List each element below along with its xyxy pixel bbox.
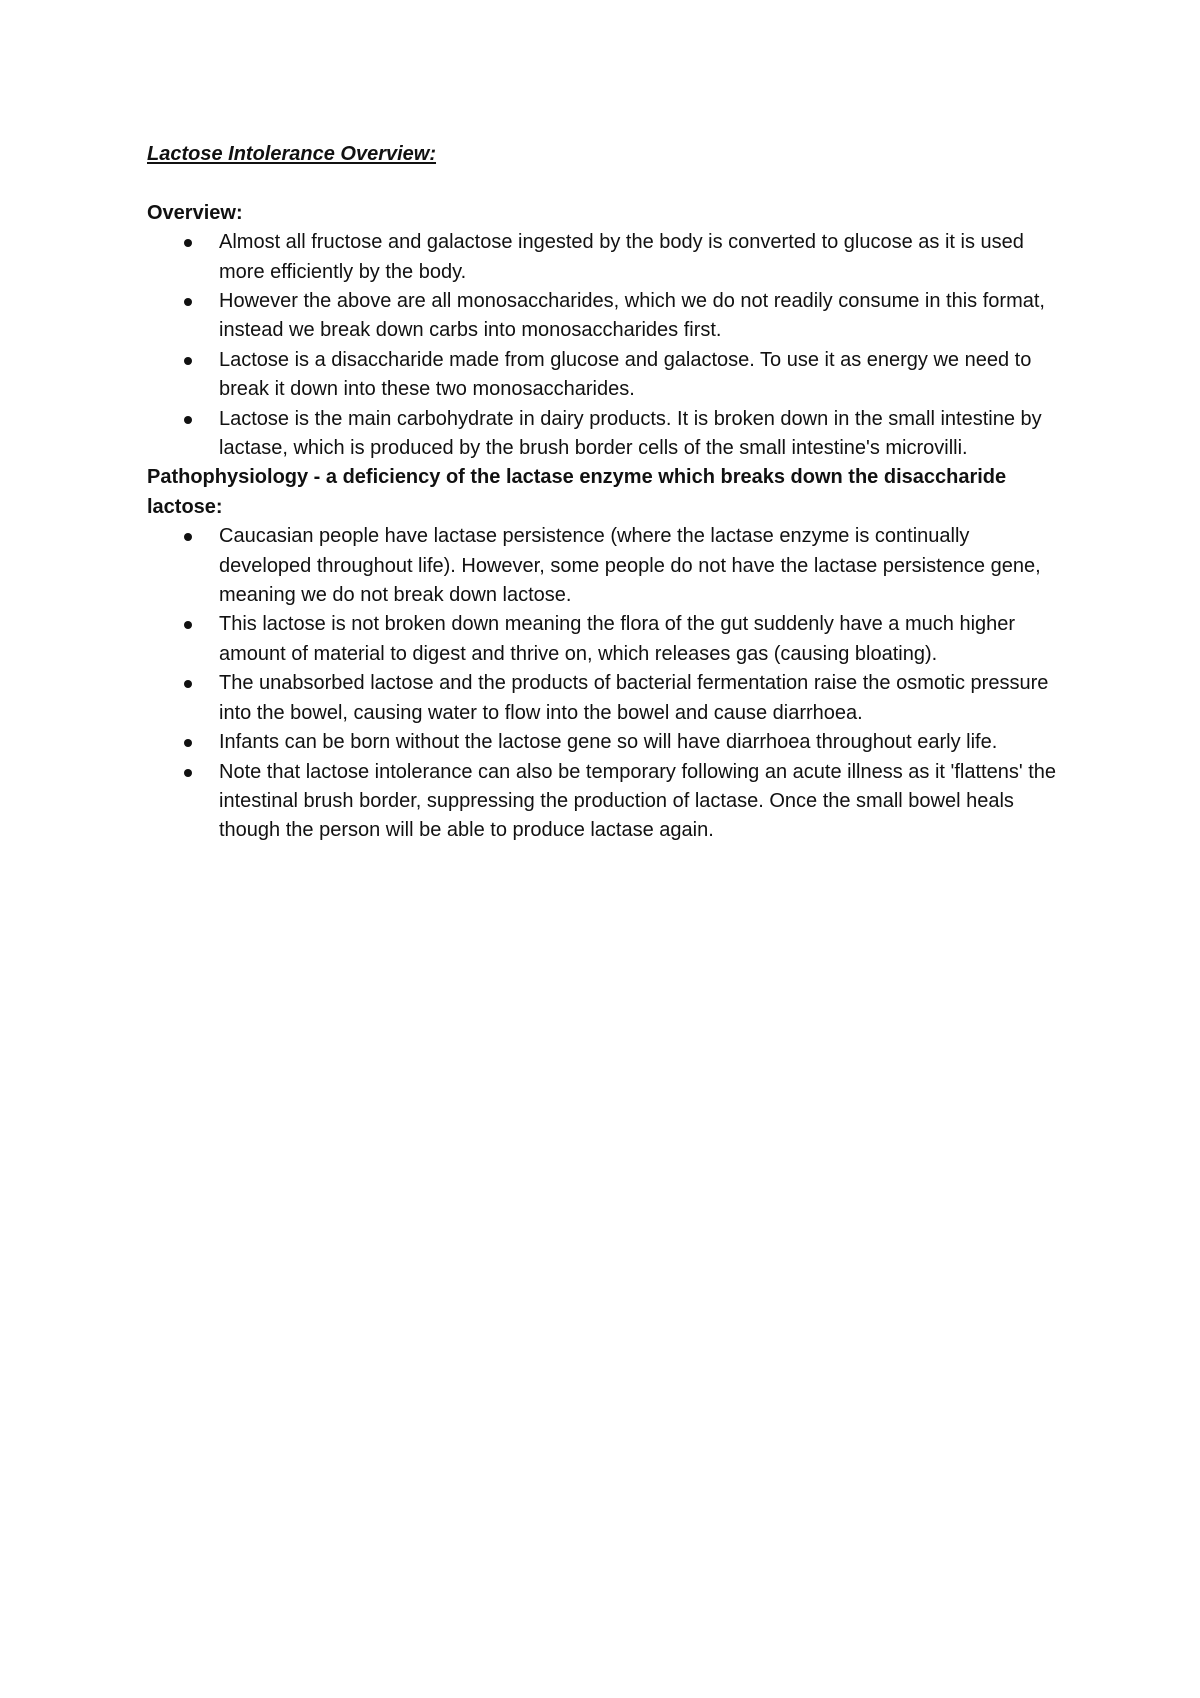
list-item [219,522,1067,610]
list-item-text: Lactose is the main carbohydrate in dairy products. It is broken down in the small intestine by lactase, which is produced by the brush border cells of the small intestine's microvilli. [219,407,1042,460]
bullet-list-pathophysiology [147,522,1067,845]
list-item [219,758,1067,846]
document-page [147,140,1067,846]
list-item-text: Almost all fructose and galactose ingested by the body is converted to glucose as it is used more efficiently by the body. [219,231,1024,283]
bullet-icon [184,416,192,424]
document-title: Lactose Intolerance Overview: [147,143,437,165]
blank-line [147,169,1067,198]
list-item-text: However the above are all monosaccharides, which we do not readily consume in this format, instead we break down carbs into monosaccharides first. [219,290,1045,342]
list-item [219,669,1067,728]
bullet-icon [184,298,192,306]
bullet-icon [184,357,192,365]
bullet-icon [184,680,192,688]
section-heading-pathophysiology: Pathophysiology - a deficiency of the lactase enzyme which breaks down the disaccharide lactose: [147,466,1007,518]
bullet-icon [184,739,192,747]
list-item-text: The unabsorbed lactose and the products of bacterial fermentation raise the osmotic pressure into the bowel, causing water to flow into the bowel and cause diarrhoea. [219,672,1049,724]
list-item-text: This lactose is not broken down meaning the flora of the gut suddenly have a much higher amount of material to digest and thrive on, which releases gas (causing bloating). [219,613,1016,665]
list-item [219,610,1067,669]
list-item [219,405,1067,464]
bullet-icon [184,239,192,247]
list-item [219,346,1067,405]
bullet-icon [184,621,192,629]
section-heading-overview: Overview: [147,201,243,224]
list-item [219,287,1067,346]
list-item-text: Caucasian people have lactase persistence (where the lactase enzyme is continually developed throughout life). However, some people do not have the lactase persistence gene, meaning we do not break down lactose. [219,525,1041,607]
list-item-text: Note that lactose intolerance can also be temporary following an acute illness as it 'flattens' the intestinal brush border, suppressing the production of lactase. Once the small bowel heals though the person will be able to produce lactase again. [219,760,1056,842]
bullet-list-overview [147,228,1067,463]
list-item [219,728,1067,757]
list-item-text: Infants can be born without the lactose gene so will have diarrhoea throughout early life. [219,731,998,754]
list-item [219,228,1067,287]
bullet-icon [184,769,192,777]
list-item-text: Lactose is a disaccharide made from glucose and galactose. To use it as energy we need to break it down into these two monosaccharides. [219,348,1032,401]
bullet-icon [184,533,192,541]
